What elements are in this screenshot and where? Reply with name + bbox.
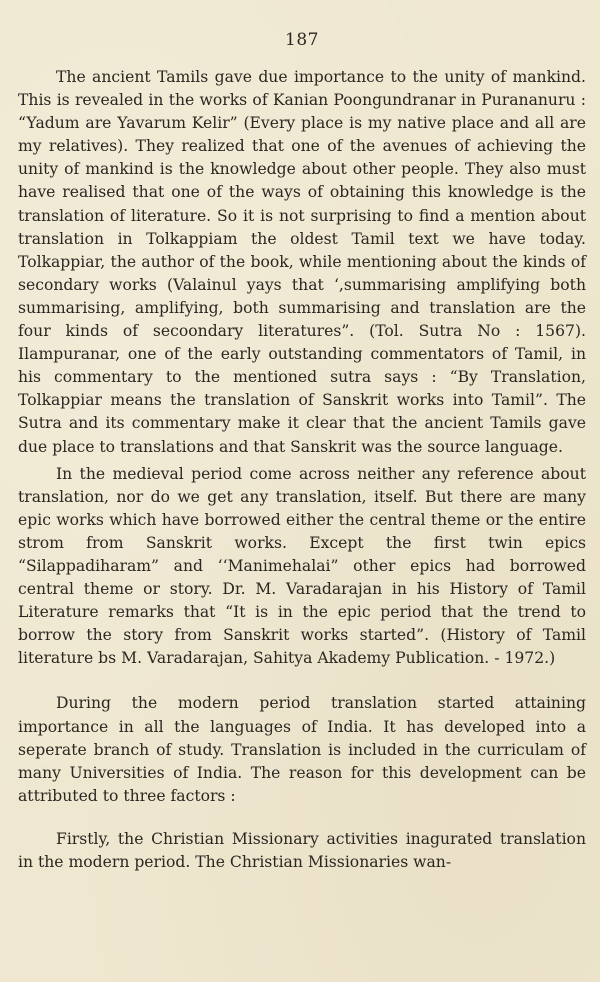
page-number: 187 — [285, 30, 319, 50]
paragraph-ancient-tamils: The ancient Tamils gave due importance to the unity of mankind. This is revealed in the works of Kanian Poongundranar in Purananuru : “Yadum are Yavarum Kelir” (Every place is my native place and all are my relatives). They realized that one of the avenues of achieving the unity of mankind is the knowledge about other people. They also must have realised that one of the ways of obtaining this knowledge is the translation of literature. So it is not surprising to find a mention about translation in Tolkappiam the oldest Tamil text we have today. Tolkappiar, the author of the book, while mentioning about the kinds of secondary works (Valainul yays that ‘,summarising amplifying both summarising, amplifying, both summarising and translation are the four kinds of secoondary literatures”. (Tol. Sutra No : 1567). Ilampuranar, one of the early outstanding commentators of Tamil, in his commentary to the mentioned sutra says : “By Translation, Tolkappiar means the translation of Sanskrit works into Tamil”. The Sutra and its commentary make it clear that the ancient Tamils gave due place to translations and that Sanskrit was the source language. — [18, 68, 586, 456]
paragraph-medieval-period: In the medieval period come across neither any reference about translation, nor do we get any translation, itself. But there are many epic works which have borrowed either the central theme or the entire strom from Sanskrit works. Except the first twin epics “Silappadiharam” and ‘‘Manimehalai” other epics had borrowed central theme or story. Dr. M. Varadarajan in his History of Tamil Literature remarks that “It is in the epic period that the trend to borrow the story from Sanskrit works started”. (History of Tamil literature bs M. Varadarajan, Sahitya Akademy Publication. - 1972.) — [18, 464, 586, 668]
paragraph-modern-period: During the modern period translation started attaining importance in all the languages of India. It has developed into a seperate branch of study. Translation is included in the curriculam of many Universities of India. The reason for this development can be attributed to three factors : — [18, 694, 586, 805]
paragraph-christian-missionaries: Firstly, the Christian Missionary activities inagurated translation in the modern period. The Christian Missionaries wan- — [18, 829, 586, 871]
